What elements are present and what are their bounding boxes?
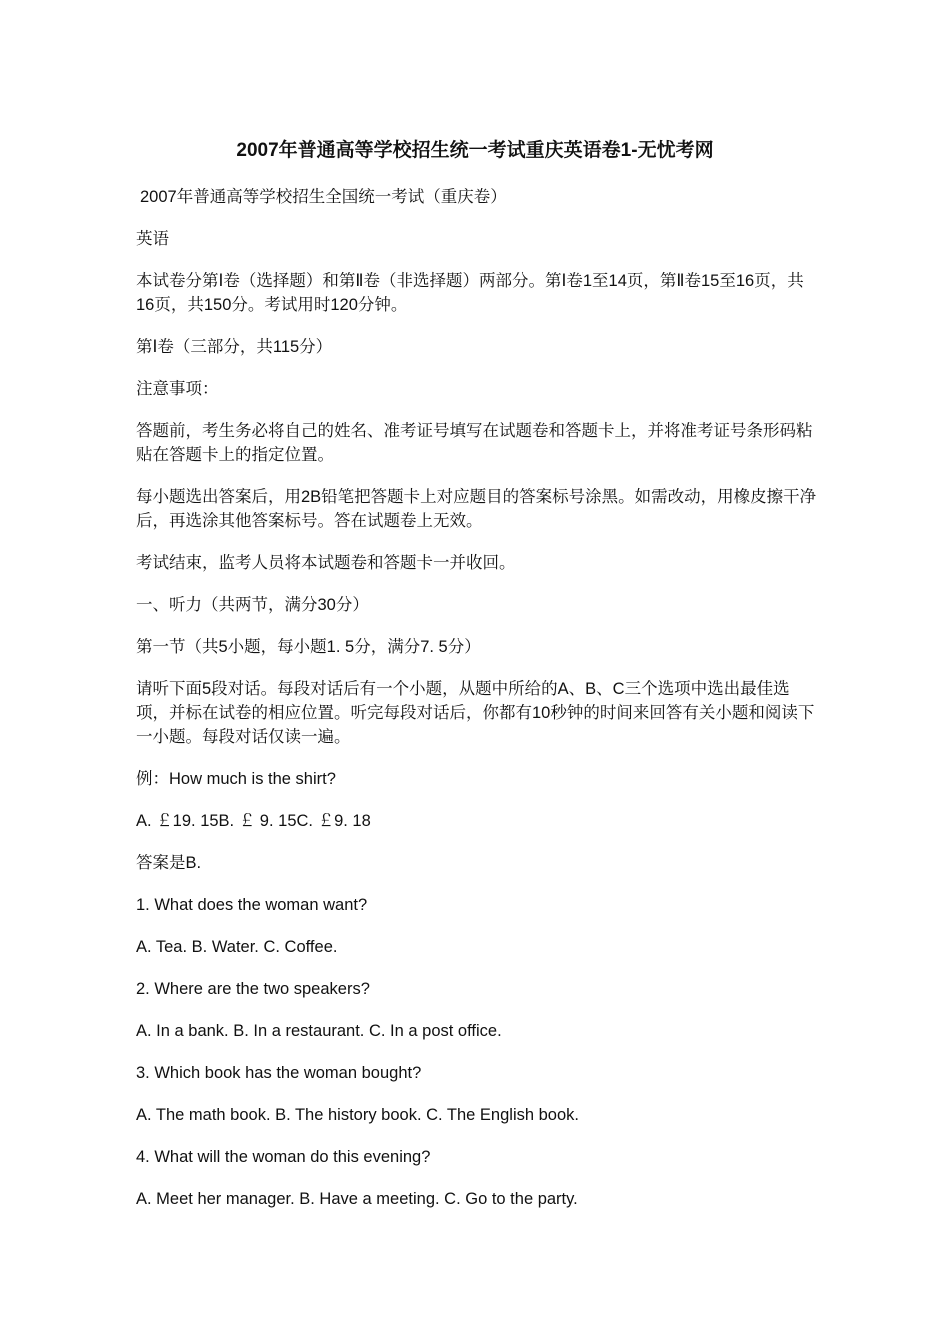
- question-text: 3. Which book has the woman bought?: [136, 1064, 422, 1082]
- question-text: 2. Where are the two speakers?: [136, 980, 370, 998]
- question-options: A. Meet her manager. B. Have a meeting. C. Go to the party.: [136, 1190, 578, 1208]
- notice-item: 考试结束，监考人员将本试题卷和答题卡一并收回。: [136, 554, 516, 572]
- listening-instructions: 请听下面5段对话。每段对话后有一个小题，从题中所给的A、B、C三个选项中选出最佳选项，并标在试卷的相应位置。听完每段对话后，你都有10秒钟的时间来回答有关小题和阅读下一小题。每段对话仅读一遍。: [136, 680, 815, 746]
- part-heading: 一、听力（共两节，满分30分）: [136, 596, 369, 614]
- document-body: [136, 185, 820, 1229]
- subsection-heading: 第一节（共5小题，每小题1. 5分，满分7. 5分）: [136, 638, 481, 656]
- notice-heading: 注意事项：: [136, 380, 219, 398]
- example-answer: 答案是B.: [136, 854, 202, 872]
- subject-label: 英语: [136, 230, 169, 248]
- question-text: 1. What does the woman want?: [136, 896, 368, 914]
- exam-heading: 2007年普通高等学校招生全国统一考试（重庆卷）: [140, 188, 507, 206]
- question-options: A. In a bank. B. In a restaurant. C. In a post office.: [136, 1022, 502, 1040]
- example-question: 例：How much is the shirt?: [136, 770, 336, 788]
- notice-item: 每小题选出答案后，用2B铅笔把答题卡上对应题目的答案标号涂黑。如需改动，用橡皮擦干净后，再选涂其他答案标号。答在试题卷上无效。: [136, 488, 817, 530]
- question-text: 4. What will the woman do this evening?: [136, 1148, 431, 1166]
- question-options: A. Tea. B. Water. C. Coffee.: [136, 938, 338, 956]
- question-options: A. The math book. B. The history book. C. The English book.: [136, 1106, 579, 1124]
- example-options: A. ￡19. 15B. ￡ 9. 15C. ￡9. 18: [136, 812, 371, 830]
- document-title: 2007年普通高等学校招生统一考试重庆英语卷1-无忧考网: [236, 140, 714, 161]
- exam-structure-note: 本试卷分第Ⅰ卷（选择题）和第Ⅱ卷（非选择题）两部分。第Ⅰ卷1至14页，第Ⅱ卷15至16页，共16页，共150分。考试用时120分钟。: [136, 272, 804, 314]
- notice-item: 答题前，考生务必将自己的姓名、准考证号填写在试题卷和答题卡上，并将准考证号条形码粘贴在答题卡上的指定位置。: [136, 422, 813, 464]
- section-one-heading: 第Ⅰ卷（三部分，共115分）: [136, 338, 333, 356]
